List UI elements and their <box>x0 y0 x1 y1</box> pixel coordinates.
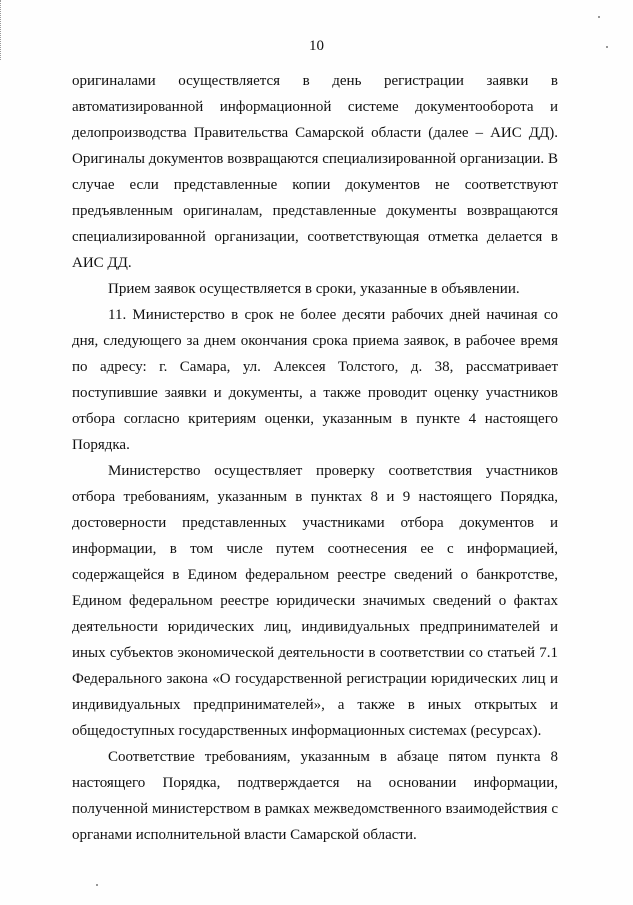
scan-dot <box>96 884 98 886</box>
page-number: 10 <box>309 38 324 54</box>
paragraph: оригиналами осуществляется в день регистрации заявки в автоматизированной информационной системе документооборота и делопроизводства Правительства Самарской области (далее – АИС ДД). Оригиналы документов возвращаются специализированной организации. В случае если представленные копии документов не соответствуют предъявленным оригиналам, представленные документы возвращаются специализированной организации, соответствующая отметка делается в АИС ДД. <box>72 73 558 271</box>
scan-dot <box>598 16 600 18</box>
paragraph: Министерство осуществляет проверку соответствия участников отбора требованиям, указанным в пунктах 8 и 9 настоящего Порядка, достоверности представленных участниками отбора документов и информации, в том числе путем соотнесения ее с информацией, содержащейся в Едином федеральном реестре сведений о банкротстве, Едином федеральном реестре юридически значимых сведений о фактах деятельности юридических лиц, индивидуальных предпринимателей и иных субъектов экономической деятельности в соответствии со статьей 7.1 Федерального закона «О государственной регистрации юридических лиц и индивидуальных предпринимателей», а также в иных открытых и общедоступных государственных информационных системах (ресурсах). <box>72 463 558 739</box>
paragraph: Прием заявок осуществляется в сроки, указанные в объявлении. <box>108 281 520 297</box>
document-body <box>72 68 558 848</box>
paragraph: 11. Министерство в срок не более десяти рабочих дней начиная со дня, следующего за днем окончания срока приема заявок, в рабочее время по адресу: г. Самара, ул. Алексея Толстого, д. 38, рассматривает поступившие заявки и документы, а также проводит оценку участников отбора согласно критериям оценки, указанным в пункте 4 настоящего Порядка. <box>72 307 558 453</box>
paragraph: Соответствие требованиям, указанным в абзаце пятом пункта 8 настоящего Порядка, подтверждается на основании информации, полученной министерством в рамках межведомственного взаимодействия с органами исполнительной власти Самарской области. <box>72 749 558 843</box>
